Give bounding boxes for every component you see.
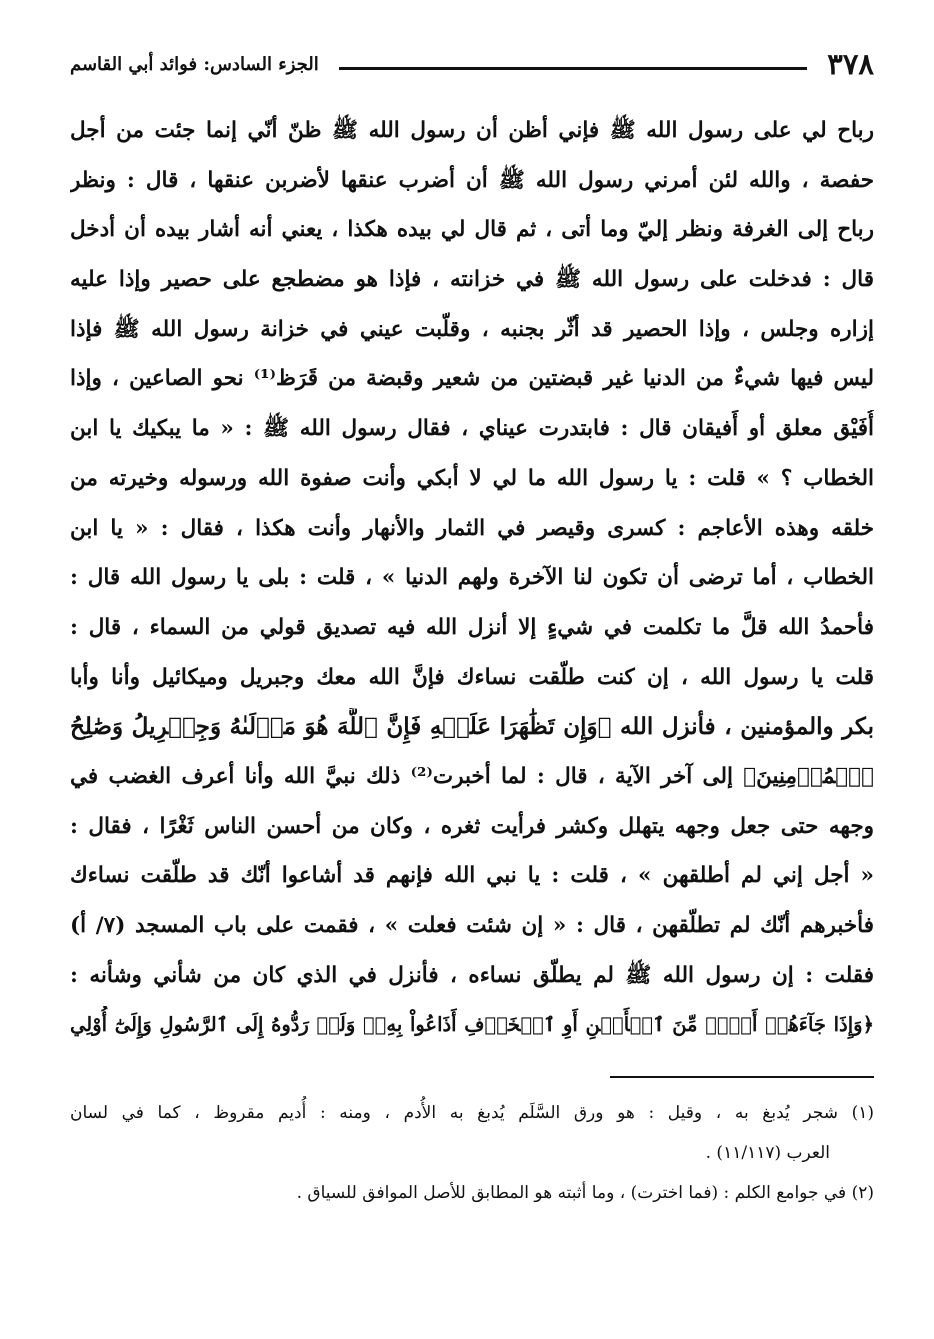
text-line: حفصة ، والله لئن أمرني رسول الله ﷺ أن أضرب عنقها لأضربن عنقها ، قال : ونظر bbox=[70, 167, 874, 193]
text-line: الخطاب ؟ » قلت : يا رسول الله ما لي لا أبكي وأنت صفوة الله ورسوله وخيرته من bbox=[70, 465, 874, 491]
text-line: قال : فدخلت على رسول الله ﷺ في خزانته ، فإذا هو مضطجع على حصير وإذا عليه bbox=[70, 267, 874, 293]
text-line: فأخبرهم أنّك لم تطلّقهن ، قال : « إن شئت فعلت » ، فقمت على باب المسجد (٧/ أ) bbox=[70, 913, 874, 938]
text-line: رباح لي على رسول الله ﷺ فإني أظن أن رسول الله ﷺ ظنّ أنّي إنما جئت من أجل bbox=[70, 118, 874, 143]
body-text bbox=[70, 112, 874, 1056]
quran-verse-line: ﴿وَإِذَا جَآءَهُمۡ أَمۡرٞ مِّنَ ٱلۡأَمۡنِ أَوِ ٱلۡخَوۡفِ أَذَاعُواْ بِهِۦۖ وَلَوۡ رَدُّوهُ إِلَى ٱلرَّسُولِ وَإِلَىٰٓ أُوْلِي bbox=[70, 1013, 874, 1037]
text-line: ليس فيها شيءٌ من الدنيا غير قبضتين من شعير وقبضة من قَرَظ⁽¹⁾ نحو الصاعين ، وإذا bbox=[70, 366, 874, 392]
running-title: الجزء السادس: فوائد أبي القاسم bbox=[70, 53, 319, 75]
footnotes bbox=[70, 1096, 874, 1216]
text-line: رباح إلى الغرفة ونظر إليّ وما أتى ، ثم قال لي بيده هكذا ، يعني أنه أشار بيده أن أدخل bbox=[70, 217, 874, 243]
text-line: إزاره وجلس ، وإذا الحصير قد أثّر بجنبه ، وقلّبت عيني في خزانة رسول الله ﷺ فإذا bbox=[70, 316, 874, 342]
footnote-2: (٢) في جوامع الكلم : (فما اخترت) ، وما أثبته هو المطابق للأصل الموافق للسياق . bbox=[296, 1183, 874, 1204]
page-number: ٣٧٨ bbox=[827, 47, 874, 81]
footnote-separator bbox=[610, 1076, 874, 1078]
text-line: أُفَيْق معلق أو أَفيقان قال : فابتدرت عيناي ، فقال رسول الله ﷺ : « ما يبكيك يا ابن bbox=[70, 416, 874, 442]
quran-verse-line: بكر والمؤمنين ، فأنزل الله ﴿وَإِن تَظَٰهَرَا عَلَيۡهِ فَإِنَّ ٱللَّهَ هُوَ مَوۡلَىٰهُ وَجِبۡرِيلُ وَصَٰلِحُ bbox=[70, 713, 874, 741]
text-line: فأحمدُ الله قلَّ ما تكلمت في شيءٍ إلا أنزل الله فيه تصديق قولي من السماء ، قال : bbox=[70, 614, 874, 640]
footnote-1-continuation: العرب (١١/١١٧) . bbox=[705, 1143, 830, 1164]
text-line: خلقه وهذه الأعاجم : كسرى وقيصر في الثمار والأنهار وأنت هكذا ، فقال : « يا ابن bbox=[70, 515, 874, 541]
book-page bbox=[70, 40, 874, 1216]
text-line: فقلت : إن رسول الله ﷺ لم يطلّق نساءه ، فأنزل في الذي كان من شأني وشأنه : bbox=[70, 962, 874, 988]
header-rule bbox=[339, 67, 808, 70]
text-line: الخطاب ، أما ترضى أن تكون لنا الآخرة ولهم الدنيا » ، قلت : بلى يا رسول الله قال : bbox=[70, 565, 874, 591]
text-line: ٱلۡمُؤۡمِنِينَ﴾ إلى آخر الآية ، قال : لما أخبرت⁽²⁾ ذلك نبيَّ الله وأنا أعرف الغضب في bbox=[70, 763, 874, 789]
text-line: قلت يا رسول الله ، إن كنت طلّقت نساءك فإنَّ الله معك وجبريل وميكائيل وأنا وأبا bbox=[70, 664, 874, 690]
running-header bbox=[70, 40, 874, 88]
text-line: وجهه حتى جعل وجهه يتهلل وكشر فرأيت ثغره ، وكان من أحسن الناس ثَغْرًا ، فقال : bbox=[70, 813, 874, 839]
footnote-1: (١) شجر يُدبغ به ، وقيل : هو ورق السَّلَم يُدبغ به الأُدم ، ومنه : أُديم مقروظ ، كما في لسان bbox=[70, 1103, 874, 1124]
text-line: « أجل إني لم أطلقهن » ، قلت : يا نبي الله فإنهم قد أشاعوا أنّك قد طلّقت نساءك bbox=[70, 863, 874, 889]
